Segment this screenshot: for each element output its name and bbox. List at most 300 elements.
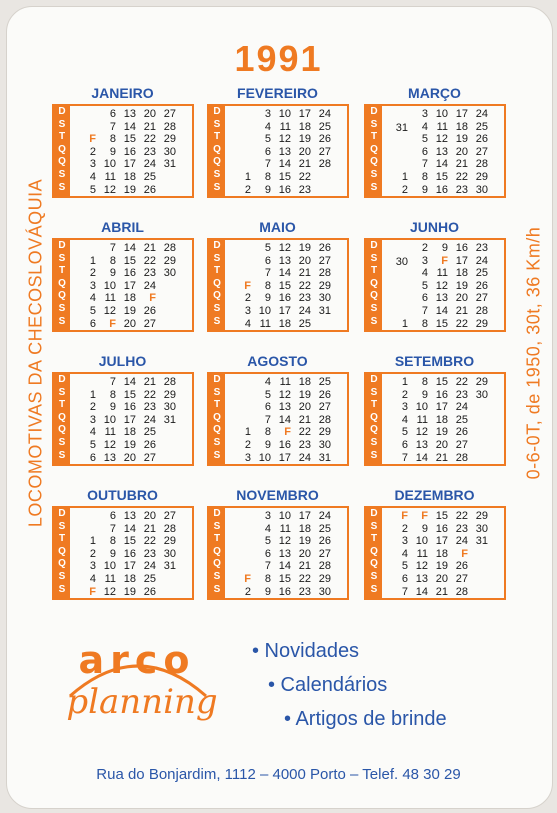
date-cell: 13 [415, 438, 428, 451]
date-cell: 25 [298, 317, 311, 330]
date-cell: 12 [415, 560, 428, 573]
day-grid [76, 375, 192, 463]
date-cell: 4 [401, 547, 408, 560]
date-cell: 28 [455, 585, 468, 598]
weekday-letter: Q [213, 277, 221, 289]
date-cell: 28 [318, 158, 331, 171]
weekday-letter: Q [58, 424, 66, 436]
date-cell: 9 [421, 522, 428, 535]
date-cell: 30 [163, 267, 176, 280]
date-cell: 9 [421, 183, 428, 196]
date-cell: 15 [435, 376, 448, 388]
weekday-letter: S [213, 302, 221, 314]
date-cell: 26 [143, 304, 156, 317]
date-cell: 15 [278, 572, 291, 585]
date-cell: 4 [264, 120, 271, 133]
weekday-letter: S [370, 118, 378, 130]
week-row [388, 438, 504, 451]
date-cell: 30 [163, 145, 176, 158]
week-row [388, 132, 504, 145]
date-cell: 19 [455, 279, 468, 292]
day-grid [388, 107, 504, 195]
week-row [76, 317, 192, 330]
date-cell: 11 [259, 317, 271, 330]
date-cell: 7 [109, 120, 116, 133]
weekday-letter: D [370, 240, 378, 251]
date-cell: 10 [415, 401, 428, 414]
date-cell: 1 [401, 376, 408, 388]
week-row [388, 547, 504, 560]
date-cell: 17 [298, 108, 311, 120]
weekday-column [366, 508, 382, 598]
holiday-cell: F [89, 133, 96, 146]
date-cell: 9 [264, 585, 271, 598]
weekday-letter: Q [370, 143, 378, 155]
week-row [388, 572, 504, 585]
month-name: ABRIL [101, 219, 144, 235]
weekday-letter: S [370, 583, 378, 595]
date-cell: 22 [143, 254, 156, 267]
date-cell: 10 [258, 304, 271, 317]
date-cell: 13 [123, 108, 136, 120]
date-cell: 1 [401, 170, 408, 183]
weekday-letter: Q [213, 545, 221, 557]
date-cell: 15 [435, 317, 448, 330]
date-cell: 13 [278, 547, 291, 560]
month-table [364, 238, 506, 332]
date-cell: 22 [455, 170, 468, 183]
date-cell: 30 [475, 388, 488, 401]
date-cell: 30 [475, 522, 488, 535]
week-row [388, 291, 504, 304]
date-cell: 10 [435, 108, 448, 120]
date-cell: 31 [163, 158, 176, 171]
week-row [388, 413, 504, 426]
date-cell: 6 [421, 292, 428, 305]
date-cell: 26 [143, 183, 156, 196]
date-cell: 5 [401, 560, 408, 573]
date-cell: 19 [298, 242, 311, 254]
date-cell: 2 [421, 242, 428, 254]
date-cell: 23 [475, 242, 488, 254]
date-cell: 29 [318, 426, 331, 439]
date-cell: 16 [435, 183, 448, 196]
weekday-letter: Q [58, 545, 66, 557]
date-cell: 29 [163, 535, 176, 548]
week-row [231, 425, 347, 438]
date-cell: 3 [89, 413, 96, 426]
date-cell: 17 [455, 254, 468, 267]
date-cell: 27 [143, 451, 156, 464]
week-row [231, 451, 347, 464]
date-cell: 18 [278, 317, 291, 330]
day-grid [76, 107, 192, 195]
month-name: JANEIRO [91, 85, 154, 101]
date-cell: 3 [89, 560, 96, 573]
weekday-letter: S [213, 570, 221, 582]
weekday-letter: Q [370, 290, 378, 302]
week-row [76, 254, 192, 267]
date-cell: 8 [109, 254, 116, 267]
date-cell: 17 [123, 560, 136, 573]
date-cell: 24 [143, 560, 156, 573]
date-cell: 15 [435, 510, 448, 522]
date-cell: 23 [455, 522, 468, 535]
date-cell: 18 [123, 292, 136, 305]
date-cell: 4 [421, 267, 428, 280]
date-cell: 6 [264, 254, 271, 267]
date-cell: 9 [109, 145, 116, 158]
date-cell: 15 [278, 170, 291, 183]
month-name: FEVEREIRO [237, 85, 318, 101]
date-cell: 7 [264, 560, 271, 573]
date-cell: 4 [421, 120, 428, 133]
date-cell: 10 [278, 108, 291, 120]
date-cell: 25 [318, 376, 331, 388]
weekday-letter: S [213, 252, 221, 264]
date-cell: 16 [455, 242, 468, 254]
weekday-letter: S [213, 168, 221, 180]
date-cell: 7 [109, 242, 116, 254]
date-cell: 28 [475, 158, 488, 171]
date-cell: 19 [123, 585, 136, 598]
date-cell: 17 [435, 401, 448, 414]
date-cell: 19 [298, 133, 311, 146]
date-cell: 15 [123, 254, 136, 267]
date-cell: 9 [264, 292, 271, 305]
date-cell: 2 [244, 183, 251, 196]
week-row [76, 585, 192, 598]
date-cell: 24 [143, 413, 156, 426]
date-cell: 27 [143, 317, 156, 330]
holiday-cell: F [109, 317, 116, 330]
week-row [231, 120, 347, 133]
weekday-letter: T [213, 265, 221, 277]
holiday-cell: F [441, 254, 448, 267]
weekday-letter: Q [58, 290, 66, 302]
week-row [76, 132, 192, 145]
date-cell: 13 [278, 254, 291, 267]
address-line: Rua do Bonjardim, 1112 – 4000 Porto – Telef. 48 30 29 [96, 766, 461, 783]
week-row [76, 266, 192, 279]
week-row [231, 254, 347, 267]
date-cell: 20 [455, 292, 468, 305]
weekday-letter: Q [370, 424, 378, 436]
date-cell: 4 [89, 292, 96, 305]
date-cell: 12 [278, 388, 291, 401]
month-name: OUTUBRO [87, 487, 158, 503]
month-block [362, 82, 507, 198]
weekday-letter: Q [370, 411, 378, 423]
date-cell: 26 [475, 133, 488, 146]
week-row [388, 451, 504, 464]
date-cell: 7 [109, 376, 116, 388]
month-name: JULHO [98, 353, 147, 369]
weekday-letter: S [213, 386, 221, 398]
date-cell: 11 [279, 522, 291, 535]
date-cell: 29 [163, 388, 176, 401]
date-cell: 9 [421, 388, 428, 401]
date-cell: 31 [475, 535, 488, 548]
date-cell: 26 [318, 388, 331, 401]
date-cell: 23 [298, 585, 311, 598]
weekday-column [54, 508, 70, 598]
date-cell: 20 [435, 572, 448, 585]
date-cell: 12 [435, 133, 448, 146]
date-cell: 2 [89, 145, 96, 158]
date-cell: 29 [163, 133, 176, 146]
date-cell: 26 [318, 242, 331, 254]
date-cell: 23 [298, 183, 311, 196]
date-cell: 16 [123, 267, 136, 280]
date-cell: 22 [143, 388, 156, 401]
weekday-letter: D [213, 508, 221, 519]
day-grid [231, 375, 347, 463]
month-table [207, 238, 349, 332]
date-cell: 20 [298, 145, 311, 158]
date-cell: 29 [475, 376, 488, 388]
date-cell: 1 [89, 388, 96, 401]
weekday-letter: S [370, 181, 378, 193]
date-cell: 5 [89, 183, 96, 196]
weekday-letter: T [58, 131, 66, 143]
week-row [388, 400, 504, 413]
week-row [231, 400, 347, 413]
date-cell: 13 [278, 401, 291, 414]
month-name: MAIO [259, 219, 296, 235]
weekday-letter: Q [213, 558, 221, 570]
weekday-letter: S [370, 315, 378, 327]
date-cell: 27 [318, 145, 331, 158]
weekday-letter: S [58, 181, 66, 193]
weekday-letter: D [213, 240, 221, 251]
date-cell: 24 [455, 401, 468, 414]
weekday-letter: S [370, 436, 378, 448]
date-cell: 15 [123, 133, 136, 146]
date-cell: 28 [455, 451, 468, 464]
date-cell: 6 [264, 547, 271, 560]
date-cell: 6 [264, 145, 271, 158]
date-cell: 6 [401, 438, 408, 451]
date-cell: 16 [278, 183, 291, 196]
weekday-letter: S [58, 252, 66, 264]
day-grid [76, 241, 192, 329]
date-cell: 6 [109, 108, 116, 120]
date-cell: 23 [298, 292, 311, 305]
date-cell: 3 [264, 510, 271, 522]
date-cell: 23 [455, 183, 468, 196]
weekday-letter: Q [58, 277, 66, 289]
date-cell: 1 [89, 535, 96, 548]
month-name: MARÇO [408, 85, 461, 101]
date-cell: 26 [455, 426, 468, 439]
weekday-letter: S [213, 583, 221, 595]
week-row [76, 170, 192, 183]
date-cell: 4 [89, 170, 96, 183]
weekday-letter: Q [213, 411, 221, 423]
month-block [205, 216, 350, 332]
date-cell: 2 [401, 388, 408, 401]
holiday-cell: F [244, 572, 251, 585]
date-cell: 11 [416, 413, 428, 426]
date-cell: 12 [103, 183, 116, 196]
weekday-letter: S [58, 449, 66, 461]
date-cell: 8 [421, 317, 428, 330]
date-cell: 30 [318, 585, 331, 598]
date-cell: 3 [89, 279, 96, 292]
weekday-letter: Q [213, 424, 221, 436]
weekday-column [54, 374, 70, 464]
date-cell: 14 [123, 522, 136, 535]
week-row [76, 534, 192, 547]
date-cell: 14 [435, 304, 448, 317]
date-cell: 8 [264, 170, 271, 183]
week-row [76, 388, 192, 401]
weekday-letter: Q [213, 143, 221, 155]
date-cell: 6 [89, 451, 96, 464]
date-cell: 22 [455, 510, 468, 522]
date-cell: 9 [109, 267, 116, 280]
date-cell: 12 [415, 426, 428, 439]
date-cell: 4 [244, 317, 251, 330]
date-cell: 11 [279, 120, 291, 133]
week-row [231, 317, 347, 330]
date-cell: 26 [143, 438, 156, 451]
side-caption-left: LOCOMOTIVAS DA CHECOSLOVÁQUIA [25, 178, 46, 528]
date-cell: 5 [421, 279, 428, 292]
date-cell: 4 [401, 413, 408, 426]
date-cell: 31 [163, 413, 176, 426]
date-cell: 2 [89, 401, 96, 414]
date-cell: 29 [475, 510, 488, 522]
weekday-letter: D [213, 106, 221, 117]
weekday-letter: T [213, 533, 221, 545]
date-cell: 10 [103, 158, 116, 171]
date-cell: 22 [455, 317, 468, 330]
weekday-letter: S [213, 315, 221, 327]
weekday-letter: T [370, 399, 378, 411]
date-cell: 21 [143, 120, 156, 133]
side-caption-right: 0-6-0T, de 1950, 30t, 36 Km/h [523, 226, 544, 480]
weekday-letter: S [58, 386, 66, 398]
weekday-column [209, 106, 225, 196]
weekday-column [54, 240, 70, 330]
month-block [362, 350, 507, 466]
month-table [52, 506, 194, 600]
date-cell: 21 [455, 304, 468, 317]
date-cell: 20 [298, 254, 311, 267]
date-cell: 17 [123, 158, 136, 171]
date-cell: 22 [298, 170, 311, 183]
date-cell: 27 [455, 572, 468, 585]
date-cell: 19 [123, 304, 136, 317]
date-cell: 5 [89, 438, 96, 451]
date-cell: 7 [264, 158, 271, 171]
date-cell: 4 [89, 426, 96, 439]
holiday-cell: F [401, 510, 408, 522]
date-cell: 11 [104, 170, 116, 183]
weekday-letter: D [213, 374, 221, 385]
date-cell: 9 [264, 438, 271, 451]
date-cell: 24 [318, 108, 331, 120]
holiday-cell: F [461, 547, 468, 560]
date-cell: 27 [163, 108, 176, 120]
weekday-letter: S [213, 436, 221, 448]
date-cell: 25 [143, 170, 156, 183]
date-cell: 9 [109, 547, 116, 560]
week-row [76, 438, 192, 451]
date-cell: 14 [435, 158, 448, 171]
date-cell: 24 [318, 510, 331, 522]
weekday-letter: T [58, 399, 66, 411]
week-row [231, 375, 347, 388]
weekday-letter: T [58, 265, 66, 277]
week-row [231, 279, 347, 292]
date-cell: 2 [89, 547, 96, 560]
date-cell: 14 [278, 267, 291, 280]
date-cell: 5 [89, 304, 96, 317]
holiday-cell: F [421, 510, 428, 522]
weekday-letter: Q [370, 558, 378, 570]
date-cell: 2 [244, 438, 251, 451]
day-grid [388, 375, 504, 463]
date-cell: 5 [264, 242, 271, 254]
date-cell: 8 [421, 376, 428, 388]
bullet-item: • Artigos de brinde [284, 708, 447, 730]
date-cell: 28 [163, 120, 176, 133]
date-cell: 6 [401, 572, 408, 585]
date-cell: 14 [415, 451, 428, 464]
week-row [231, 572, 347, 585]
weekday-letter: D [58, 508, 66, 519]
month-name: DEZEMBRO [394, 487, 475, 503]
date-cell: 7 [264, 267, 271, 280]
date-cell: 16 [278, 585, 291, 598]
week-row [76, 451, 192, 464]
weekday-letter: S [58, 570, 66, 582]
date-cell: 21 [435, 451, 448, 464]
week-row [231, 157, 347, 170]
month-block [205, 82, 350, 198]
weekday-letter: S [370, 570, 378, 582]
date-cell: 11 [279, 376, 291, 388]
date-cell: 23 [298, 438, 311, 451]
weekday-letter: D [58, 240, 66, 251]
week-row [388, 157, 504, 170]
weekday-letter: S [58, 583, 66, 595]
date-cell: 24 [475, 108, 488, 120]
month-name: NOVEMBRO [236, 487, 319, 503]
weekday-letter: S [213, 181, 221, 193]
day-grid [388, 509, 504, 597]
date-cell: 3 [244, 451, 251, 464]
date-cell: 14 [123, 376, 136, 388]
date-cell: 7 [421, 158, 428, 171]
week-row [231, 145, 347, 158]
week-row [76, 279, 192, 292]
date-cell: 16 [435, 522, 448, 535]
date-cell: 14 [123, 242, 136, 254]
weekday-column [366, 240, 382, 330]
date-cell: 19 [123, 438, 136, 451]
date-cell: 7 [401, 585, 408, 598]
date-cell: 12 [435, 279, 448, 292]
date-cell: 24 [143, 158, 156, 171]
date-cell: 29 [318, 279, 331, 292]
date-cell: 10 [415, 535, 428, 548]
date-cell: 3 [421, 254, 428, 267]
week-row [76, 572, 192, 585]
